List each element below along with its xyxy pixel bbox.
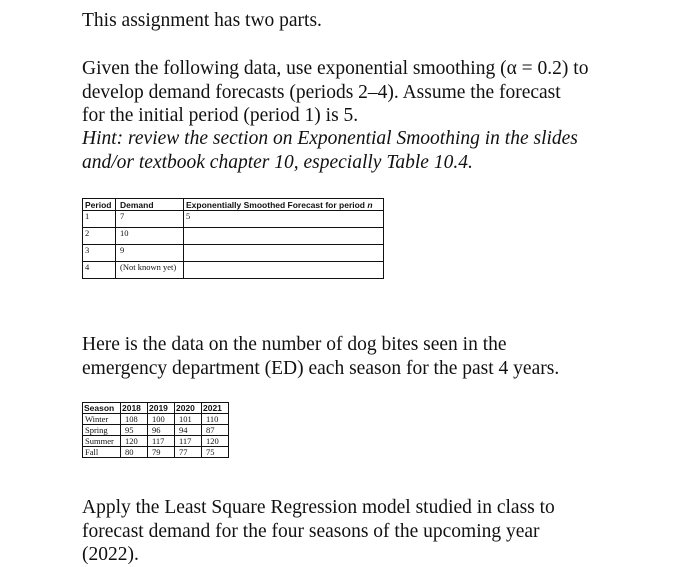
season-table	[82, 402, 229, 458]
part1-line: Given the following data, use exponential smoothing (α = 0.2) to	[82, 58, 589, 79]
part2-line: Here is the data on the number of dog bites seen in the	[82, 334, 507, 355]
forecast-header	[184, 199, 384, 211]
value-cell: 87	[202, 425, 229, 436]
value-cell: 120	[121, 436, 148, 447]
part2-instructions	[82, 333, 559, 380]
value-cell: 108	[121, 414, 148, 425]
value-cell: 94	[175, 425, 202, 436]
closing-line: Apply the Least Square Regression model studied in class to	[82, 497, 555, 518]
value-cell: 96	[148, 425, 175, 436]
year-header: 2021	[202, 403, 229, 414]
table-row	[83, 245, 384, 262]
value-cell: 80	[121, 447, 148, 458]
forecast-header-text: Exponentially Smoothed Forecast for period	[186, 199, 365, 210]
closing-line: forecast demand for the four seasons of the upcoming year	[82, 520, 540, 542]
demand-header: Demand	[116, 199, 184, 211]
table-row	[83, 447, 229, 458]
table-row	[83, 425, 229, 436]
season-header-row	[83, 403, 229, 414]
period-cell: 1	[83, 211, 116, 228]
year-header: 2020	[175, 403, 202, 414]
part1-instructions	[82, 57, 588, 128]
value-cell: 77	[175, 447, 202, 458]
value-cell: 75	[202, 447, 229, 458]
value-cell: 117	[175, 436, 202, 447]
period-cell: 4	[83, 262, 116, 279]
value-cell: 100	[148, 414, 175, 425]
forecast-table	[82, 198, 384, 279]
table-row	[83, 414, 229, 425]
forecast-cell: 5	[184, 211, 384, 228]
forecast-header-row	[83, 199, 384, 211]
value-cell: 110	[202, 414, 229, 425]
demand-cell: 9	[116, 245, 184, 262]
hint-text	[82, 127, 578, 174]
closing-instructions	[82, 496, 555, 567]
season-cell: Winter	[83, 414, 121, 425]
closing-line: (2022).	[82, 544, 139, 565]
table-row	[83, 262, 384, 279]
season-cell: Spring	[83, 425, 121, 436]
forecast-cell	[184, 245, 384, 262]
forecast-cell	[184, 228, 384, 245]
hint-line: Hint: review the section on Exponential Smoothing in the slides	[82, 128, 578, 149]
season-header: Season	[83, 403, 121, 414]
table-row	[83, 211, 384, 228]
forecast-cell	[184, 262, 384, 279]
intro-text	[82, 9, 322, 33]
period-cell: 3	[83, 245, 116, 262]
year-header: 2018	[121, 403, 148, 414]
value-cell: 117	[148, 436, 175, 447]
period-header: Period	[83, 199, 116, 211]
table-row	[83, 228, 384, 245]
season-cell: Fall	[83, 447, 121, 458]
hint-line: and/or textbook chapter 10, especially Table 10.4.	[82, 151, 473, 173]
value-cell: 120	[202, 436, 229, 447]
demand-cell: 7	[116, 211, 184, 228]
value-cell: 79	[148, 447, 175, 458]
value-cell: 95	[121, 425, 148, 436]
part2-line: emergency department (ED) each season for the past 4 years.	[82, 357, 560, 379]
demand-cell: 10	[116, 228, 184, 245]
value-cell: 101	[175, 414, 202, 425]
intro-line: This assignment has two parts.	[82, 10, 322, 31]
demand-cell: (Not known yet)	[116, 262, 184, 279]
table-row	[83, 436, 229, 447]
period-cell: 2	[83, 228, 116, 245]
part1-line: for the initial period (period 1) is 5.	[82, 105, 359, 126]
year-header: 2019	[148, 403, 175, 414]
season-cell: Summer	[83, 436, 121, 447]
part1-line: develop demand forecasts (periods 2–4). Assume the forecast	[82, 81, 561, 103]
forecast-header-var: n	[367, 199, 373, 210]
